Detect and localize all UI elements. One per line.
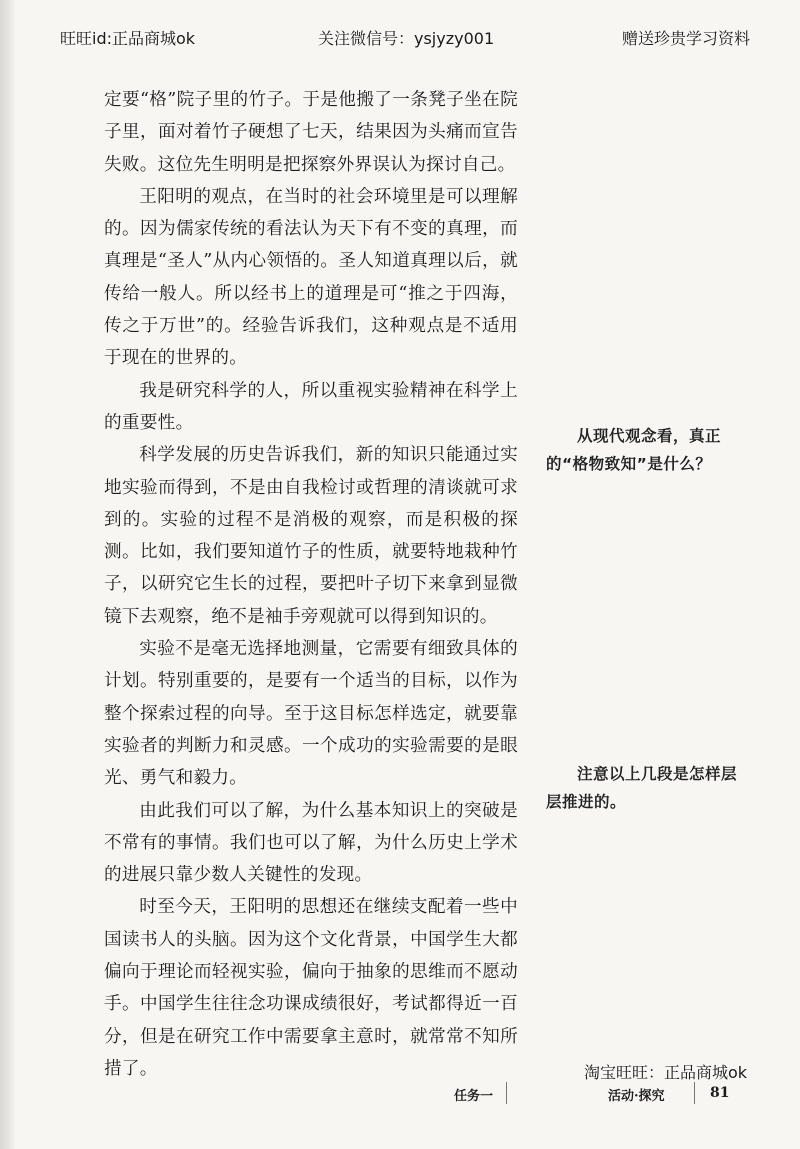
- paragraph-5: 实验不是毫无选择地测量，它需要有细致具体的计划。特别重要的，是要有一个适当的目标，以作为整个探索过程的向导。至于这目标怎样选定，就要靠实验者的判断力和灵感。一个成功的实验需要的是眼光、勇气和毅力。: [104, 639, 518, 789]
- paragraph-2: 王阳明的观点，在当时的社会环境里是可以理解的。因为儒家传统的看法认为天下有不变的真理，而真理是“圣人”从内心领悟的。圣人知道真理以后，就传给一般人。所以经书上的道理是可“推之于四海，传之于万世”的。经验告诉我们，这种观点是不适用于现在的世界的。: [104, 186, 518, 369]
- main-body-text: [104, 84, 518, 1085]
- paragraph-4: 科学发展的历史告诉我们，新的知识只能通过实地实验而得到，不是由自我检讨或哲理的清谈就可求到的。实验的过程不是消极的观察，而是积极的探测。比如，我们要知道竹子的性质，就要特地栽种竹子，以研究它生长的过程，要把叶子切下来拿到显微镜下去观察，绝不是袖手旁观就可以得到知识的。: [104, 445, 518, 627]
- watermark-gift: 赠送珍贵学习资料: [622, 29, 751, 48]
- paragraph-6: 由此我们可以了解，为什么基本知识上的突破是不常有的事情。我们也可以了解，为什么历史上学术的进展只靠少数人关键性的发现。: [104, 800, 518, 886]
- margin-note-1-text: 从现代观念看，真正的“格物致知”是什么？: [546, 427, 722, 473]
- paragraph-1: 定要“格”院子里的竹子。于是他搬了一条凳子坐在院子里，面对着竹子硬想了七天，结果因为头痛而宣告失败。这位先生明明是把探察外界误认为探讨自己。: [104, 90, 518, 175]
- top-watermark-banner: [0, 26, 800, 50]
- page-edge-shadow: [0, 0, 14, 1149]
- footer-divider: [694, 1082, 695, 1104]
- margin-note-1: [546, 422, 742, 478]
- footer-divider: [506, 1082, 507, 1104]
- paragraph-7: 时至今天，王阳明的思想还在继续支配着一些中国读书人的头脑。因为这个文化背景，中国学生大都偏向于理论而轻视实验，偏向于抽象的思维而不愿动手。中国学生往往念功课成绩很好，考试都得近一百分，但是在研究工作中需要拿主意时，就常常不知所措了。: [104, 897, 518, 1079]
- footer-activity-label: 活动·探究: [608, 1089, 665, 1104]
- footer-watermark: 淘宝旺旺：正品商城ok: [584, 1063, 748, 1082]
- footer-task-label: 任务一: [454, 1089, 494, 1104]
- watermark-shop-id: 旺旺id:正品商城ok: [60, 29, 196, 48]
- paragraph-3: 我是研究科学的人，所以重视实验精神在科学上的重要性。: [104, 380, 518, 433]
- margin-note-2: [546, 760, 742, 816]
- margin-note-2-text: 注意以上几段是怎样层层推进的。: [546, 765, 738, 811]
- page-number: 81: [710, 1085, 730, 1101]
- watermark-wechat: 关注微信号：ysjyzy001: [318, 29, 495, 48]
